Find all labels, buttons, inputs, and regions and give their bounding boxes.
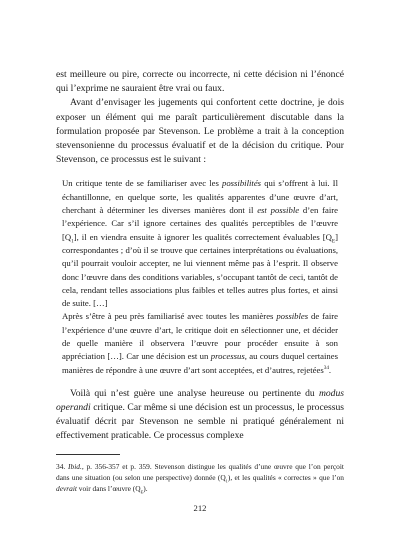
quote-paragraph-2: Après s’être à peu près familiarisé avec toutes les manières possibles de faire l’expérience d’une œuvre d’art, le critique doit en sélectionner une, et décider de quelle manière il observera l’œuvre pour procéder ensuite à son appréciation […]. Car une décision est un processus, au cours duquel certaines manières de répondre à une œuvre d’art sont acceptées, et d’autres, rejetées$^{34}$. [62,311,338,375]
page-number: 212 [193,503,207,513]
page-content [56,68,344,494]
footnote-divider [56,454,120,455]
quote-paragraph-1: Un critique tente de se familiariser avec les possibilités qui s’offrent à lui. Il échantillonne, en quelque sorte, les qualités apparentes d’une œuvre d’art, cherchant à déterminer les diverses manières dont il est possible d’en faire l’expérience. Car s’il ignore certaines des qualités perceptibles de l’œuvre $[Q_1]$, il en viendra ensuite à ignorer les qualités correctement évaluables $[Q_E]$ correspondantes ; d’où il se trouve que certaines interprétations ou évaluations, qu’il pourrait vouloir accepter, ne lui viennent même pas à l’esprit. Il observe donc l’œuvre dans des conditions variables, s’occupant tantôt de ceci, tantôt de cela, rendant telles associations plus faibles et telles autres plus fortes, et ainsi de suite. […] [62,178,338,309]
block-quote [56,177,344,376]
footnote-marker[interactable]: 34 [323,364,329,371]
paragraph-3: Voilà qui n’est guère une analyse heureuse ou pertinente du modus operandi critique. Car même si une décision est un processus, le processus évaluatif décrit par Stevenson ne semble ni pratiqué généralement ni effectivement praticable. Ce processus complexe [56,387,344,442]
footnote-34: 34. Ibid., p. 356-357 et p. 359. Stevenson distingue les qualités d’une œuvre que l’on perçoit dans une situation (ou selon une perspective) donnée $(Q_1)$, et les qualités « correctes » que l’on devrait voir dans l’œuvre $(Q_E)$. [56,461,344,495]
paragraph-2: Avant d’envisager les jugements qui confortent cette doctrine, je dois exposer un élément qui me paraît particulièrement discutable dans la formulation proposée par Stevenson. Le problème a trait à la conception stevensonienne du processus évaluatif et de la décision du critique. Pour Stevenson, ce processus est le suivant : [56,97,344,166]
paragraph-1: est meilleure ou pire, correcte ou incorrecte, ni cette décision ni l’énoncé qui l’exprime ne sauraient être vrai ou faux. [56,69,344,95]
